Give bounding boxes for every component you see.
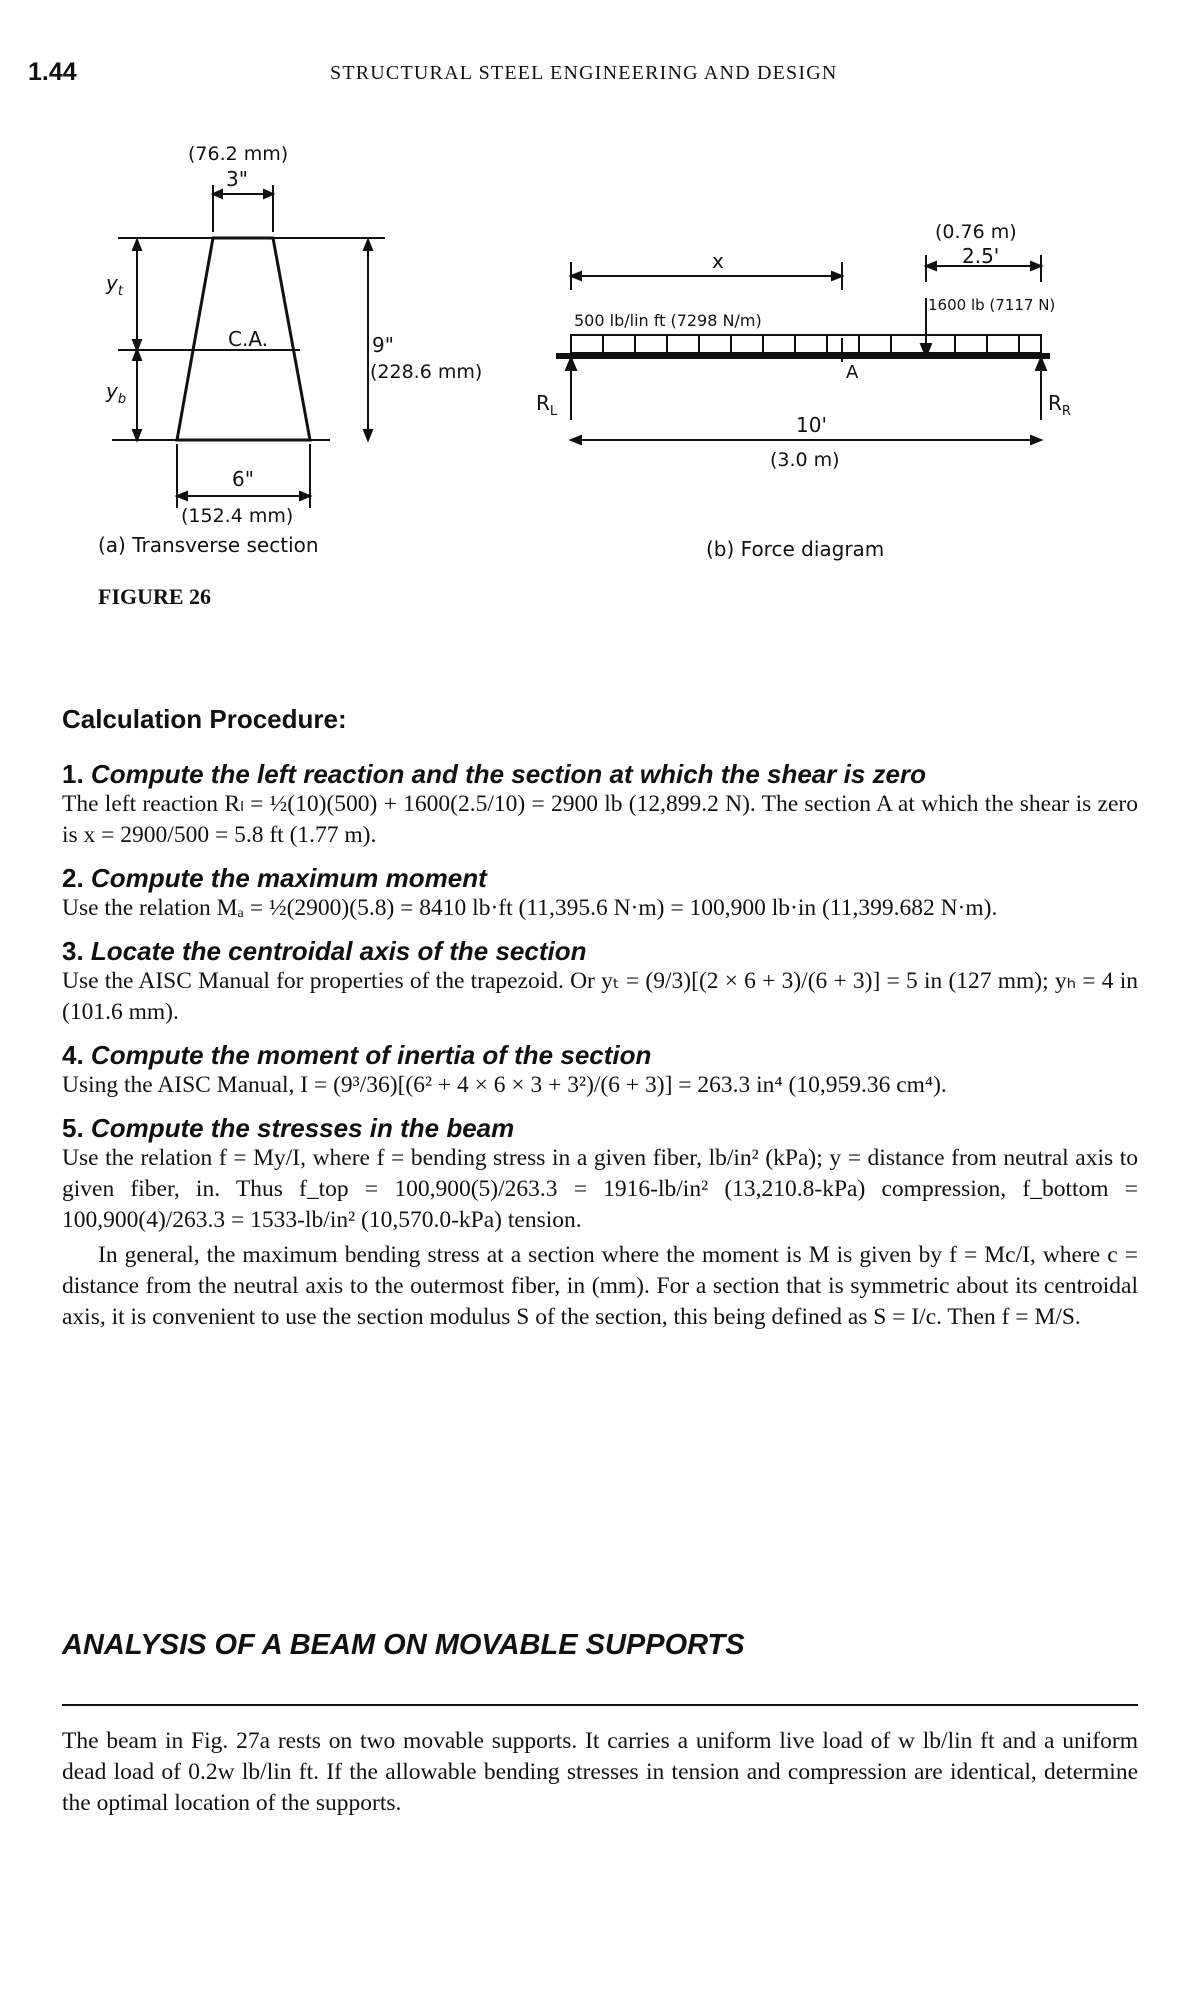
step-5 — [62, 1113, 1138, 1236]
x-label: x — [712, 249, 724, 273]
step-1 — [62, 759, 1138, 851]
yt-label: $y_t$ — [106, 271, 123, 299]
dist-metric: (0.76 m) — [935, 221, 1017, 243]
step-title: 3. Locate the centroidal axis of the section — [62, 936, 587, 966]
step-body: Use the AISC Manual for properties of the trapezoid. Or yₜ = (9/3)[(2 × 6 + 3)/(6 + 3)] = 5 in (127 mm); yₕ = 4 in (101.6 mm). — [62, 968, 1138, 1025]
page-number: 1.44 — [28, 58, 77, 86]
step-body: The left reaction Rₗ = ½(10)(500) + 1600(2.5/10) = 2900 lb (12,899.2 N). The section A at which the shear is zero is x = 2900/500 = 5.8 ft (1.77 m). — [62, 791, 1138, 848]
step-title: 2. Compute the maximum moment — [62, 863, 487, 893]
rl-label: $R_L$ — [536, 391, 558, 419]
step-3 — [62, 936, 1138, 1028]
figure-label: FIGURE 26 — [98, 584, 212, 609]
section-body-wrap — [62, 1726, 1138, 1819]
yb-label: $y_b$ — [106, 379, 127, 407]
calculation-procedure — [62, 704, 1138, 1333]
point-load-label: 1600 lb (7117 N) — [928, 296, 1056, 314]
step-title: 5. Compute the stresses in the beam — [62, 1113, 515, 1143]
section-title: ANALYSIS OF A BEAM ON MOVABLE SUPPORTS — [62, 1629, 745, 1661]
bottom-dim: 6" — [232, 467, 254, 491]
step-title: 1. Compute the left reaction and the section at which the shear is zero — [62, 759, 926, 789]
step-4 — [62, 1040, 1138, 1101]
step-body: Use the relation Mₐ = ½(2900)(5.8) = 8410 lb·ft (11,395.6 N·m) = 100,900 lb·in (11,399.682 N·m). — [62, 895, 998, 921]
dist-label: 2.5' — [962, 244, 1000, 268]
point-a-label: A — [846, 362, 859, 383]
section-body: The beam in Fig. 27a rests on two movable supports. It carries a uniform live load of w lb/lin ft and a uniform dead load of 0.2w lb/lin ft. If the allowable bending stresses in tension and compression are identical, determine the optimal location of the supports. — [62, 1728, 1138, 1816]
udl-label: 500 lb/lin ft (7298 N/m) — [574, 311, 762, 330]
span-metric: (3.0 m) — [770, 449, 840, 471]
span-label: 10' — [796, 413, 827, 437]
top-dim: 3" — [226, 167, 248, 191]
general-paragraph: In general, the maximum bending stress at a section where the moment is M is given by f = Mc/I, where c = distance from the neutral axis to the outermost fiber, in (mm). For a section that is symmetric about its centroidal axis, it is convenient to use the section modulus S of the section, this being defined as S = I/c. Then f = M/S. — [62, 1242, 1138, 1330]
step-2 — [62, 863, 1138, 924]
force-caption: (b) Force diagram — [706, 537, 885, 561]
step-body: Using the AISC Manual, I = (9³/36)[(6² + 4 × 6 × 3 + 3²)/(6 + 3)] = 263.3 in⁴ (10,959.36 cm⁴). — [62, 1072, 947, 1098]
ca-label: C.A. — [228, 327, 269, 351]
step-title: 4. Compute the moment of inertia of the section — [62, 1040, 652, 1070]
figure-26-drawing — [0, 0, 1200, 600]
rr-label: $R_R$ — [1048, 391, 1071, 419]
procedure-heading: Calculation Procedure: — [62, 704, 347, 734]
section-rule — [62, 1704, 1138, 1706]
bottom-dim-metric: (152.4 mm) — [181, 505, 294, 527]
section-caption: (a) Transverse section — [98, 533, 319, 557]
height-dim-metric: (228.6 mm) — [370, 361, 483, 383]
step-body: Use the relation f = My/I, where f = bending stress in a given fiber, lb/in² (kPa); y = distance from neutral axis to given fiber, in. Thus f_top = 100,900(5)/263.3 = 1916-lb/in² (13,210.8-kPa) compression, f_bottom = 100,900(4)/263.3 = 1533-lb/in² (10,570.0-kPa) tension. — [62, 1145, 1138, 1233]
running-title: STRUCTURAL STEEL ENGINEERING AND DESIGN — [330, 62, 838, 84]
height-dim: 9" — [372, 333, 394, 357]
top-dim-metric: (76.2 mm) — [188, 143, 289, 165]
